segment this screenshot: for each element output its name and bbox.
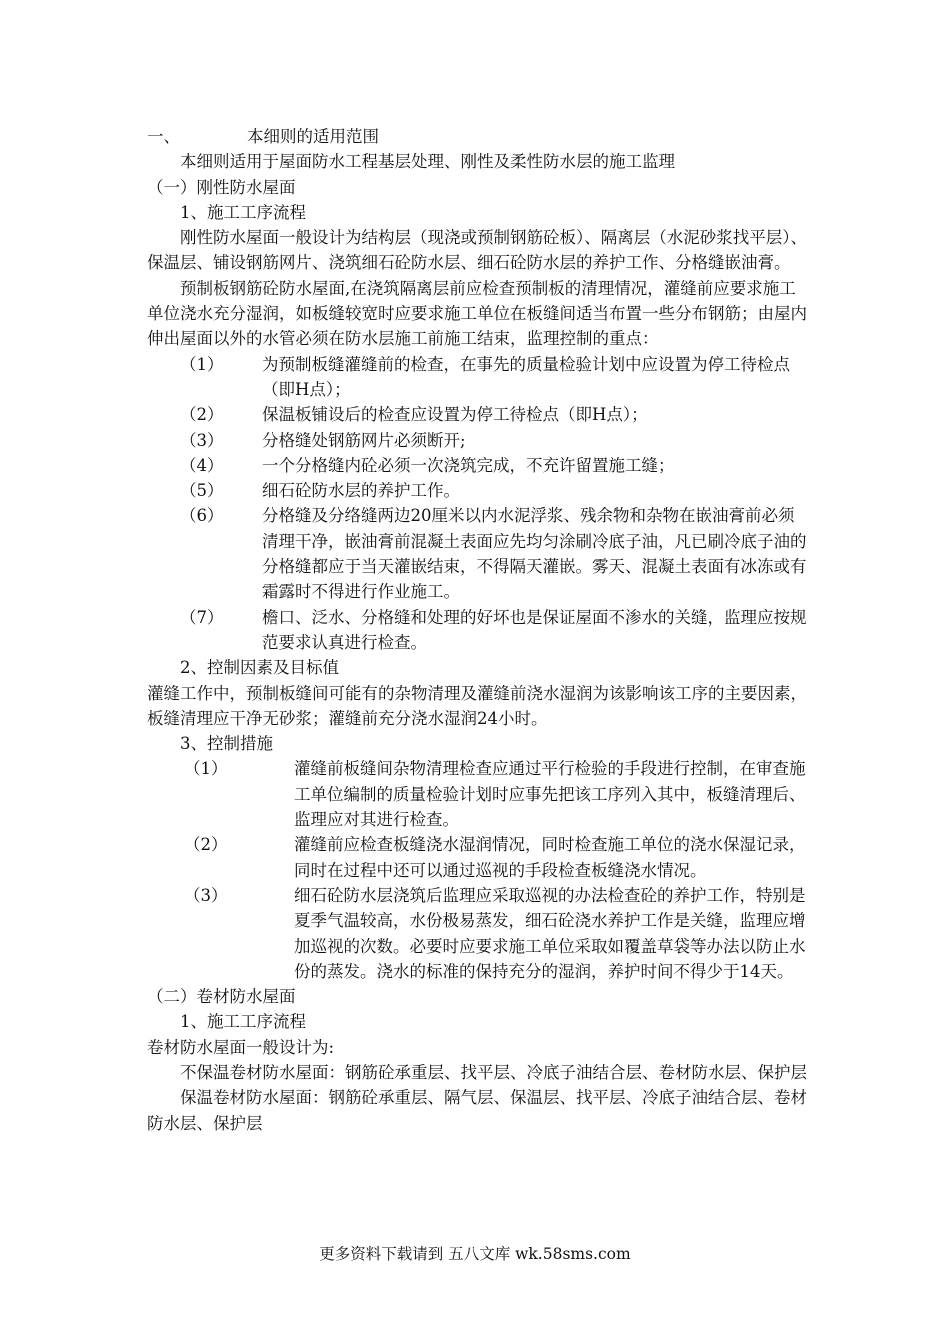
list-item xyxy=(147,453,807,478)
list-item-text: 细石砼防水层的养护工作。 xyxy=(262,481,460,501)
section-title-membrane-roof: （二）卷材防水屋面 xyxy=(147,987,296,1007)
section-title-rigid-roof: （一）刚性防水屋面 xyxy=(147,177,296,197)
subsection-title-process: 1、施工工序流程 xyxy=(180,202,306,222)
list-item-number: （6） xyxy=(180,506,224,526)
list-item-number: （4） xyxy=(180,455,224,475)
list-item xyxy=(147,756,807,832)
document-body xyxy=(147,124,807,1136)
list-item xyxy=(147,605,807,656)
list-item xyxy=(147,503,807,604)
list-item xyxy=(147,832,807,883)
paragraph-grouting: 灌缝工作中，预制板缝间可能有的杂物清理及灌缝前浇水湿润为该影响该工序的主要因素，板缝清理应干净无砂浆；灌缝前充分浇水湿润24小时。 xyxy=(147,683,807,728)
list-item-text: 分格缝处钢筋网片必须断开; xyxy=(262,430,466,450)
subsection-title-control-factors: 2、控制因素及目标值 xyxy=(180,658,339,678)
paragraph-membrane-intro: 卷材防水屋面一般设计为: xyxy=(147,1037,335,1057)
paragraph-precast-slab: 预制板钢筋砼防水屋面,在浇筑隔离层前应检查预制板的清理情况，灌缝前应要求施工单位浇水充分湿润，如板缝较宽时应要求施工单位在板缝间适当布置一些分布钢筋；由屋内伸出屋面以外的水管必须在防水层施工前施工结束，监理控制的重点： xyxy=(147,278,807,349)
list-item-number: （1） xyxy=(180,354,224,374)
list-item-number: （2） xyxy=(180,405,224,425)
list-item-text: 灌缝前板缝间杂物清理检查应通过平行检验的手段进行控制，在审查施工单位编制的质量检验计划时应事先把该工序列入其中，板缝清理后、监理应对其进行检查。 xyxy=(294,759,806,830)
paragraph-rigid-design: 刚性防水屋面一般设计为结构层（现浇或预制钢筋砼板）、隔离层（水泥砂浆找平层）、保温层、铺设钢筋网片、浇筑细石砼防水层、细石砼防水层的养护工作、分格缝嵌油膏。 xyxy=(147,228,807,273)
paragraph-insulated: 保温卷材防水屋面：钢筋砼承重层、隔气层、保温层、找平层、冷底子油结合层、卷材防水层、保护层 xyxy=(147,1088,807,1133)
list-item-number: （7） xyxy=(180,607,224,627)
list-item xyxy=(147,428,807,453)
subsection-title-process-2: 1、施工工序流程 xyxy=(180,1012,306,1032)
list-item-number: （5） xyxy=(180,481,224,501)
list-item-number: （3） xyxy=(180,430,224,450)
control-measures-list xyxy=(147,756,807,984)
list-item-number: （2） xyxy=(184,835,228,855)
list-item-text: 一个分格缝内砼必须一次浇筑完成，不充许留置施工缝； xyxy=(262,455,675,475)
control-points-list xyxy=(147,352,807,656)
scope-paragraph: 本细则适用于屋面防水工程基层处理、刚性及柔性防水层的施工监理 xyxy=(180,152,675,172)
list-item-text: 分格缝及分络缝两边20厘米以内水泥浮浆、残余物和杂物在嵌油膏前必须清理干净，嵌油膏前混凝土表面应先均匀涂刷冷底子油，凡已刷冷底子油的分格缝都应于当天灌嵌结束，不得隔天灌嵌。雾天、混凝土表面有冰冻或有霜露时不得进行作业施工。 xyxy=(262,506,807,602)
paragraph-non-insulated: 不保温卷材防水屋面：钢筋砼承重层、找平层、冷底子油结合层、卷材防水层、保护层 xyxy=(180,1062,807,1082)
heading-number: 一、 xyxy=(147,127,180,146)
list-item-text: 细石砼防水层浇筑后监理应采取巡视的办法检查砼的养护工作，特别是夏季气温较高，水份极易蒸发，细石砼浇水养护工作是关缝，监理应增加巡视的次数。必要时应要求施工单位采取如覆盖草袋等办法以防止水份的蒸发。浇水的标准的保持充分的湿润，养护时间不得少于14天。 xyxy=(294,885,806,981)
footer-link-text[interactable]: 更多资料下载请到 五八文库 wk.58sms.com xyxy=(319,1245,631,1263)
section-heading-scope xyxy=(147,124,807,149)
list-item-text: 为预制板缝灌缝前的检查，在事先的质量检验计划中应设置为停工待检点（即H点）； xyxy=(262,354,790,399)
list-item xyxy=(147,883,807,984)
list-item-text: 保温板铺设后的检查应设置为停工待检点（即H点）； xyxy=(262,405,648,425)
list-item-text: 灌缝前应检查板缝浇水湿润情况，同时检查施工单位的浇水保湿记录，同时在过程中还可以通过巡视的手段检查板缝浇水情况。 xyxy=(294,835,806,880)
list-item-number: （1） xyxy=(184,759,228,779)
list-item xyxy=(147,478,807,503)
subsection-title-control-measures: 3、控制措施 xyxy=(180,734,273,754)
list-item-text: 檐口、泛水、分格缝和处理的好坏也是保证屋面不渗水的关缝，监理应按规范要求认真进行检查。 xyxy=(262,607,807,652)
heading-text: 本细则的适用范围 xyxy=(247,127,379,146)
list-item xyxy=(147,402,807,427)
list-item-number: （3） xyxy=(184,885,228,905)
list-item xyxy=(147,352,807,403)
